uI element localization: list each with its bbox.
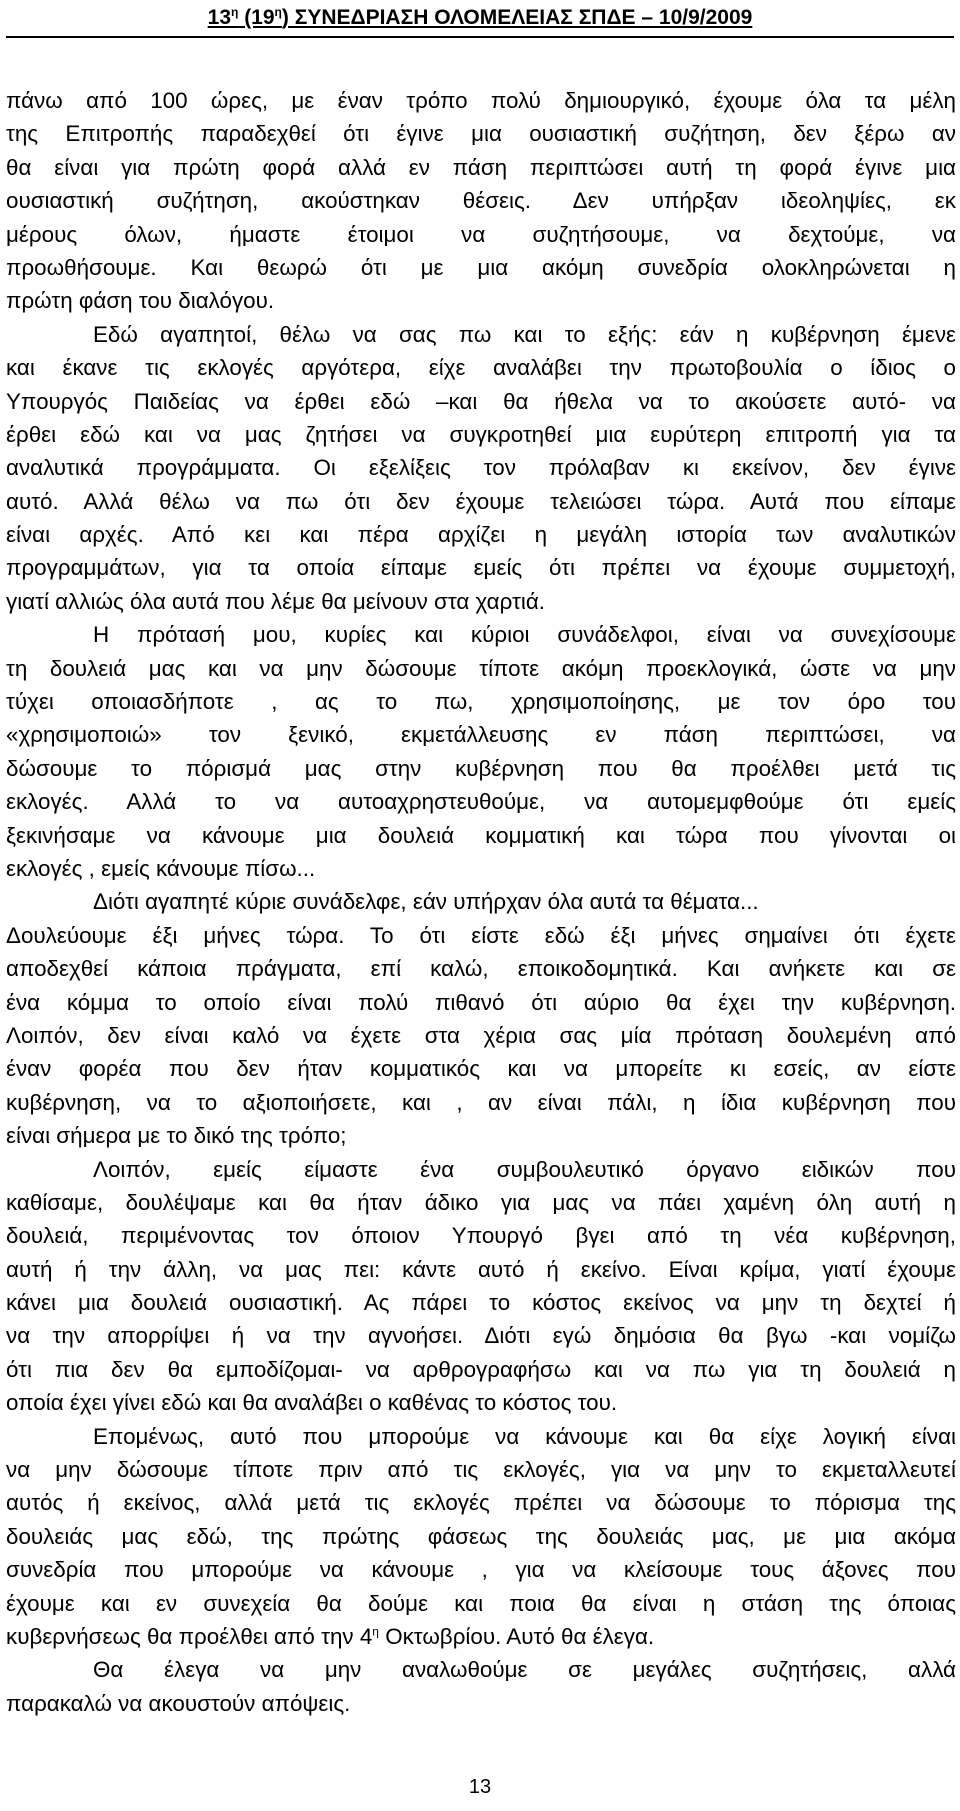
text-line: αυτή ή την άλλη, να μας πει: κάντε αυτό ή εκείνο. Είναι κρίμα, γιατί έχουμε xyxy=(6,1256,956,1282)
text-line: οποία έχει γίνει εδώ και θα αναλάβει ο καθένας το κόστος του. xyxy=(6,1390,618,1416)
text-line: μέρους όλων, ήμαστε έτοιμοι να συζητήσουμε, να δεχτούμε, να xyxy=(6,221,956,247)
text-line: αποδεχθεί κάποια πράγματα, επί καλώ, εποικοδομητικά. Και ανήκετε και σε xyxy=(6,956,956,982)
text-line: έχουμε και εν συνεχεία θα δούμε και ποια θα είναι η στάση της όποιας xyxy=(6,1590,956,1616)
text-line: δουλειά, περιμένοντας τον όποιον Υπουργό βγει από τη νέα κυβέρνηση, xyxy=(6,1223,956,1249)
text-line: παρακαλώ να ακουστούν απόψεις. xyxy=(6,1690,351,1716)
text-line: αυτό. Αλλά θέλω να πω ότι δεν έχουμε τελειώσει τώρα. Αυτά που είπαμε xyxy=(6,488,956,514)
text-line: έρθει εδώ και να μας ζητήσει να συγκροτηθεί μια ευρύτερη επιτροπή για τα xyxy=(6,421,956,447)
header-title: $13^\eta$ $(19^\eta)$ ΣΥΝΕΔΡΙΑΣΗ ΟΛΟΜΕΛΕΙΑΣ ΣΠΔΕ – 10/9/2009 xyxy=(207,5,753,29)
page-number: 13 xyxy=(468,1776,492,1798)
text-line: προγραμμάτων, για τα οποία είπαμε εμείς ότι πρέπει να έχουμε συμμετοχή, xyxy=(6,555,956,581)
text-line: τύχει οποιασδήποτε , ας το πω, χρησιμοποίησης, με τον όρο του xyxy=(6,689,956,715)
text-line: εκλογές , εμείς κάνουμε πίσω... xyxy=(6,855,316,881)
text-line: προωθήσουμε. Και θεωρώ ότι με μια ακόμη συνεδρία ολοκληρώνεται η xyxy=(6,254,956,280)
text-line: Υπουργός Παιδείας να έρθει εδώ –και θα ήθελα να το ακούσετε αυτό- να xyxy=(6,388,956,414)
text-line: εκλογές. Αλλά το να αυτοαχρηστευθούμε, να αυτομεμφθούμε ότι εμείς xyxy=(6,789,956,815)
text-line: θα είναι για πρώτη φορά αλλά εν πάση περιπτώσει αυτή τη φορά έγινε μια xyxy=(6,154,956,180)
text-line: Εδώ αγαπητοί, θέλω να σας πω και το εξής: εάν η κυβέρνηση έμενε xyxy=(93,321,956,347)
text-line: Δουλεύουμε έξι μήνες τώρα. Το ότι είστε εδώ έξι μήνες σημαίνει ότι έχετε xyxy=(6,922,956,948)
text-line: Επομένως, αυτό που μπορούμε να κάνουμε και θα είχε λογική είναι xyxy=(93,1423,956,1449)
text-line: πάνω από 100 ώρες, με έναν τρόπο πολύ δημιουργικό, έχουμε όλα τα μέλη xyxy=(6,88,956,113)
text-line: και έκανε τις εκλογές αργότερα, είχε αναλάβει την πρωτοβουλία ο ίδιος ο xyxy=(6,355,956,381)
text-line: ξεκινήσαμε να κάνουμε μια δουλειά κομματική και τώρα που γίνονται οι xyxy=(6,822,956,848)
text-line: κυβέρνηση, να το αξιοποιήσετε, και , αν είναι πάλι, η ίδια κυβέρνηση που xyxy=(6,1089,956,1115)
text-line: Θα έλεγα να μην αναλωθούμε σε μεγάλες συζητήσεις, αλλά xyxy=(93,1657,956,1683)
text-line: «χρησιμοποιώ» τον ξενικό, εκμετάλλευσης εν πάση περιπτώσει, να xyxy=(6,722,956,748)
text-line: συνεδρία που μπορούμε να κάνουμε , για να κλείσουμε τους άξονες που xyxy=(6,1557,956,1583)
text-line: αναλυτικά προγράμματα. Οι εξελίξεις τον πρόλαβαν κι εκείνον, δεν έγινε xyxy=(6,455,956,481)
text-line: καθίσαμε, δουλέψαμε και θα ήταν άδικο για μας να πάει χαμένη όλη αυτή η xyxy=(6,1189,956,1215)
text-line: Λοιπόν, δεν είναι καλό να έχετε στα χέρια σας μία πρόταση δουλεμένη από xyxy=(6,1022,956,1048)
text-line: τη δουλειά μας και να μην δώσουμε τίποτε ακόμη προεκλογικά, ώστε να μην xyxy=(6,655,956,681)
text-line: Λοιπόν, εμείς είμαστε ένα συμβουλευτικό όργανο ειδικών που xyxy=(93,1156,956,1182)
text-line: δώσουμε το πόρισμά μας στην κυβέρνηση που θα προέλθει μετά τις xyxy=(6,755,956,781)
text-line: Διότι αγαπητέ κύριε συνάδελφε, εάν υπήρχαν όλα αυτά τα θέματα... xyxy=(93,889,759,915)
page-header xyxy=(0,4,960,32)
text-line: να την απορρίψει ή να την αγνοήσει. Διότι εγώ δημόσια θα βγω -και νομίζω xyxy=(6,1323,956,1349)
text-line: γιατί αλλιώς όλα αυτά που λέμε θα μείνουν στα χαρτιά. xyxy=(6,588,546,614)
text-line: είναι σήμερα με το δικό της τρόπο; xyxy=(6,1123,347,1149)
text-line: ότι πια δεν θα εμποδίζομαι- να αρθρογραφήσω και να πω για τη δουλειά η xyxy=(6,1356,956,1382)
text-line: έναν φορέα που δεν ήταν κομματικός και να μπορείτε κι εσείς, αν είστε xyxy=(6,1056,956,1082)
text-line: είναι αρχές. Από κει και πέρα αρχίζει η μεγάλη ιστορία των αναλυτικών xyxy=(6,522,956,548)
document-body xyxy=(6,84,956,1720)
text-line: Η πρότασή μου, κυρίες και κύριοι συνάδελφοι, είναι να συνεχίσουμε xyxy=(93,622,956,648)
text-line: πρώτη φάση του διαλόγου. xyxy=(6,288,275,314)
text-line: αυτός ή εκείνος, αλλά μετά τις εκλογές πρέπει να δώσουμε το πόρισμα της xyxy=(6,1490,956,1516)
text-line: δουλειάς μας εδώ, της πρώτης φάσεως της δουλειάς μας, με μια ακόμα xyxy=(6,1523,956,1549)
text-line: κάνει μια δουλειά ουσιαστική. Ας πάρει το κόστος εκείνος να μην τη δεχτεί ή xyxy=(6,1290,956,1316)
text-line: ουσιαστική συζήτηση, ακούστηκαν θέσεις. Δεν υπήρξαν ιδεοληψίες, εκ xyxy=(6,188,956,214)
text-line: να μην δώσουμε τίποτε πριν από τις εκλογές, για να μην το εκμεταλλευτεί xyxy=(6,1457,956,1483)
text-line: της Επιτροπής παραδεχθεί ότι έγινε μια ουσιαστική συζήτηση, δεν ξέρω αν xyxy=(6,121,956,147)
header-rule xyxy=(6,36,954,38)
text-line: ένα κόμμα το οποίο είναι πολύ πιθανό ότι αύριο θα έχει την κυβέρνηση. xyxy=(6,989,956,1015)
text-line: κυβερνήσεως θα προέλθει από την $4^\eta$ Οκτωβρίου. Αυτό θα έλεγα. xyxy=(6,1623,655,1649)
